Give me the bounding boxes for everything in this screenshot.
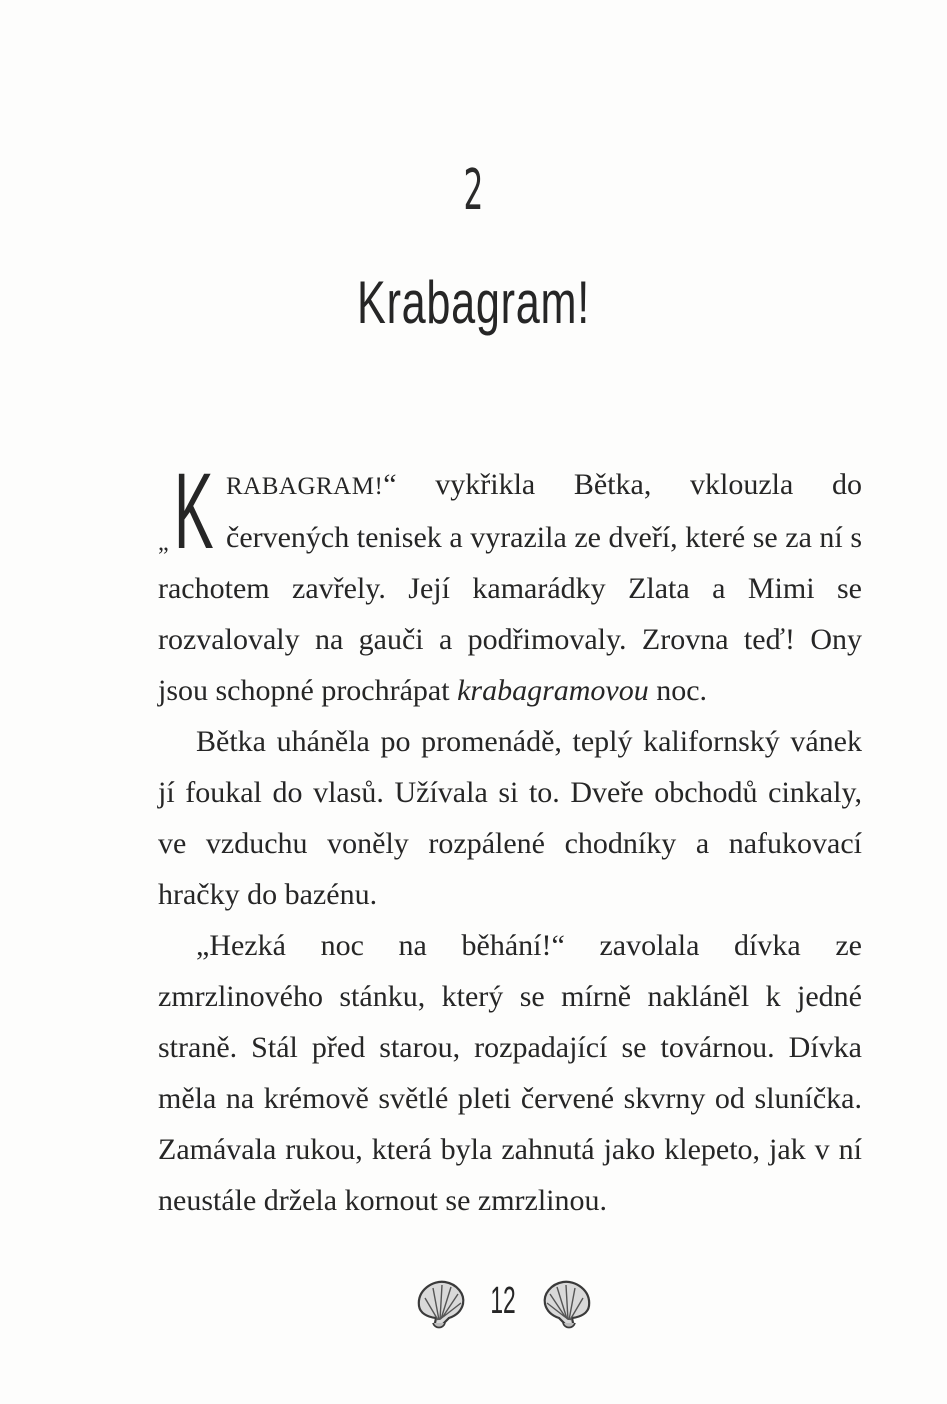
drop-cap-letter: K	[174, 450, 214, 571]
seashell-icon	[411, 1276, 467, 1330]
chapter-number: 2	[463, 158, 484, 223]
chapter-title: Krabagram!	[357, 269, 590, 336]
drop-cap-open-quote: „	[158, 530, 169, 556]
paragraph-2: Bětka uháněla po promenádě, teplý kalifornský vánek jí foukal do vlasů. Užívala si to. Dveře obchodů cinkaly, ve vzduchu voněly rozpálené chodníky a nafukovací hračky do bazénu.	[158, 725, 862, 911]
seashell-icon	[541, 1276, 597, 1330]
page-number: 12	[490, 1280, 516, 1322]
chapter-text	[158, 450, 862, 1226]
paragraph-1-text-b: noc.	[648, 674, 708, 707]
paragraph-1-italic: krabagramovou	[457, 674, 649, 707]
small-caps-word: RABAGRAM!	[226, 473, 384, 500]
drop-cap-block	[158, 450, 222, 571]
page-footer	[0, 1268, 947, 1338]
paragraph-1	[158, 450, 862, 716]
paragraph-1-text-a: “ vykřikla Bětka, vklouzla do červených tenisek a vyrazila ze dveří, které se za ní s rachotem zavřely. Její kamarádky Zlata a Mimi se rozvalovaly na gauči a podřimovaly. Zrovna teď! Ony jsou schopné prochrápat	[158, 468, 862, 707]
paragraph-3: „Hezká noc na běhání!“ zavolala dívka ze zmrzlinového stánku, který se mírně nakláněl k jedné straně. Stál před starou, rozpadající se továrnou. Dívka měla na krémově světlé pleti červené skvrny od sluníčka. Zamávala rukou, která byla zahnutá jako klepeto, jak v ní neustále držela kornout se zmrzlinou.	[158, 929, 862, 1217]
